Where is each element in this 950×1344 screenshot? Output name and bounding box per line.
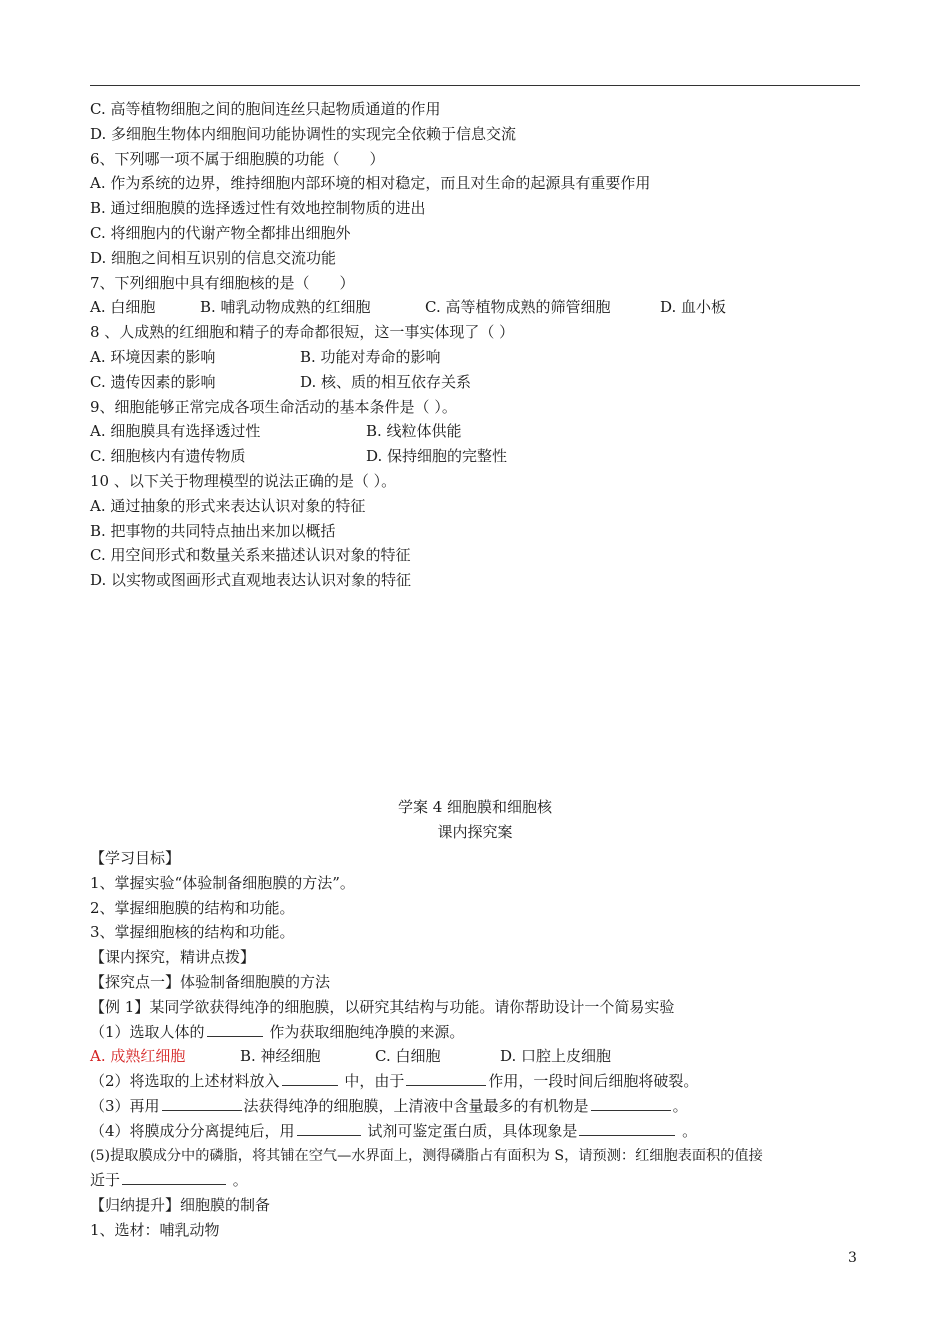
question-6: 6、下列哪一项不属于细胞膜的功能（ ）	[90, 149, 385, 168]
q10-option-b: B. 把事物的共同特点抽出来加以概括	[90, 521, 336, 540]
q9-option: A. 细胞膜具有选择透过性	[90, 422, 261, 441]
q5-option-d: D. 多细胞生物体内细胞间功能协调性的实现完全依赖于信息交流	[90, 124, 517, 143]
q9-options-row1	[90, 419, 870, 444]
summary-tag: 【归纳提升】	[90, 1196, 181, 1215]
goals-heading: 【学习目标】	[90, 849, 181, 867]
q8-option: C. 遗传因素的影响	[90, 372, 216, 391]
study-plan-block	[90, 846, 870, 1243]
step-1-options	[90, 1044, 870, 1069]
questions-block	[90, 97, 870, 593]
step-4	[90, 1119, 870, 1144]
explore-point-1	[90, 970, 870, 995]
q6-option-c: C. 将细胞内的代谢产物全都排出细胞外	[90, 223, 351, 242]
header-rule	[90, 85, 860, 86]
answer-option-c: C. 白细胞	[375, 1047, 441, 1066]
material-line: 1、选材：哺乳动物	[90, 1220, 220, 1239]
goal-2: 2、掌握细胞膜的结构和功能。	[90, 898, 295, 917]
step-text: 作用，一段时间后细胞将破裂。	[488, 1072, 699, 1091]
q8-option: A. 环境因素的影响	[90, 347, 216, 366]
step-text: 。	[228, 1171, 248, 1190]
example-1	[90, 995, 870, 1020]
answer-blank[interactable]	[207, 1020, 263, 1037]
goal-3: 3、掌握细胞核的结构和功能。	[90, 923, 295, 942]
q5-option-c: C. 高等植物细胞之间的胞间连丝只起物质通道的作用	[90, 100, 441, 118]
step-text: 法获得纯净的细胞膜，上清液中含量最多的有机物是	[243, 1096, 589, 1115]
step-3	[90, 1094, 870, 1119]
question-10: 10 、以下关于物理模型的说法正确的是（ ）。	[90, 471, 397, 490]
answer-blank[interactable]	[297, 1119, 361, 1136]
q7-option: A. 白细胞	[90, 298, 156, 317]
goal-1: 1、掌握实验“体验制备细胞膜的方法”。	[90, 873, 355, 892]
q8-option: B. 功能对寿命的影响	[300, 347, 441, 366]
step-5-cont	[90, 1168, 870, 1193]
step-1	[90, 1020, 870, 1045]
q8-option: D. 核、质的相互依存关系	[300, 372, 472, 391]
step-2	[90, 1069, 870, 1094]
step-text: 中，由于	[339, 1072, 405, 1091]
answer-option-d: D. 口腔上皮细胞	[500, 1047, 612, 1066]
question-9: 9、细胞能够正常完成各项生命活动的基本条件是（ ）。	[90, 397, 457, 416]
q7-option: D. 血小板	[660, 298, 727, 317]
q7-option: C. 高等植物成熟的筛管细胞	[425, 298, 611, 317]
step-5: (5)提取膜成分中的磷脂，将其铺在空气—水界面上，测得磷脂占有面积为 S，请预测：红细胞表面积的值接	[90, 1147, 763, 1164]
q10-option-d: D. 以实物或图画形式直观地表达认识对象的特征	[90, 571, 412, 590]
section-title: 学案 4 细胞膜和细胞核	[397, 798, 553, 816]
step-text: 近于	[90, 1171, 121, 1190]
section-subtitle: 课内探究案	[437, 823, 513, 841]
q8-options-row2	[90, 370, 870, 395]
q10-option-a: A. 通过抽象的形式来表达认识对象的特征	[90, 496, 366, 515]
summary-text: 细胞膜的制备	[180, 1196, 271, 1215]
point-tag: 【探究点一】	[90, 972, 181, 991]
step-text: 。	[677, 1121, 698, 1140]
q6-option-b: B. 通过细胞膜的选择透过性有效地控制物质的进出	[90, 199, 426, 218]
answer-blank[interactable]	[162, 1094, 242, 1111]
answer-blank[interactable]	[591, 1094, 671, 1111]
answer-blank[interactable]	[122, 1168, 226, 1185]
step-text: 作为获取细胞纯净膜的来源。	[264, 1022, 465, 1041]
q8-options-row1	[90, 345, 870, 370]
explore-heading: 【课内探究，精讲点拨】	[90, 948, 256, 967]
q10-option-c: C. 用空间形式和数量关系来描述认识对象的特征	[90, 546, 411, 565]
answer-blank[interactable]	[406, 1069, 486, 1086]
answer-option-b: B. 神经细胞	[240, 1047, 321, 1066]
answer-blank[interactable]	[282, 1069, 338, 1086]
q9-option: B. 线粒体供能	[366, 422, 462, 441]
step-text: 试剂可鉴定蛋白质，具体现象是	[362, 1121, 578, 1140]
example-tag: 【例 1】	[90, 997, 150, 1016]
q7-option: B. 哺乳动物成熟的红细胞	[200, 298, 371, 317]
question-8: 8 、人成熟的红细胞和精子的寿命都很短，这一事实体现了（ ）	[90, 323, 515, 342]
point-text: 体验制备细胞膜的方法	[180, 972, 331, 991]
step-text: （4）将膜成分分离提纯后，用	[90, 1121, 295, 1140]
q6-option-d: D. 细胞之间相互识别的信息交流功能	[90, 248, 337, 267]
step-text: 。	[672, 1096, 688, 1115]
q7-options	[90, 295, 870, 320]
question-7: 7、下列细胞中具有细胞核的是（ ）	[90, 273, 355, 292]
step-text: （3）再用	[90, 1096, 160, 1115]
q9-option: C. 细胞核内有遗传物质	[90, 447, 246, 466]
q6-option-a: A. 作为系统的边界，维持细胞内部环境的相对稳定，而且对生命的起源具有重要作用	[90, 174, 651, 193]
example-text: 某同学欲获得纯净的细胞膜，以研究其结构与功能。请你帮助设计一个简易实验	[149, 997, 675, 1016]
summary-heading	[90, 1193, 870, 1218]
step-text: （1）选取人体的	[90, 1022, 205, 1041]
answer-blank[interactable]	[579, 1119, 675, 1136]
q9-options-row2	[90, 444, 870, 469]
answer-option-a: A. 成熟红细胞	[90, 1047, 186, 1066]
page-number: 3	[848, 1250, 857, 1266]
q9-option: D. 保持细胞的完整性	[366, 447, 508, 466]
step-text: （2）将选取的上述材料放入	[90, 1072, 280, 1091]
